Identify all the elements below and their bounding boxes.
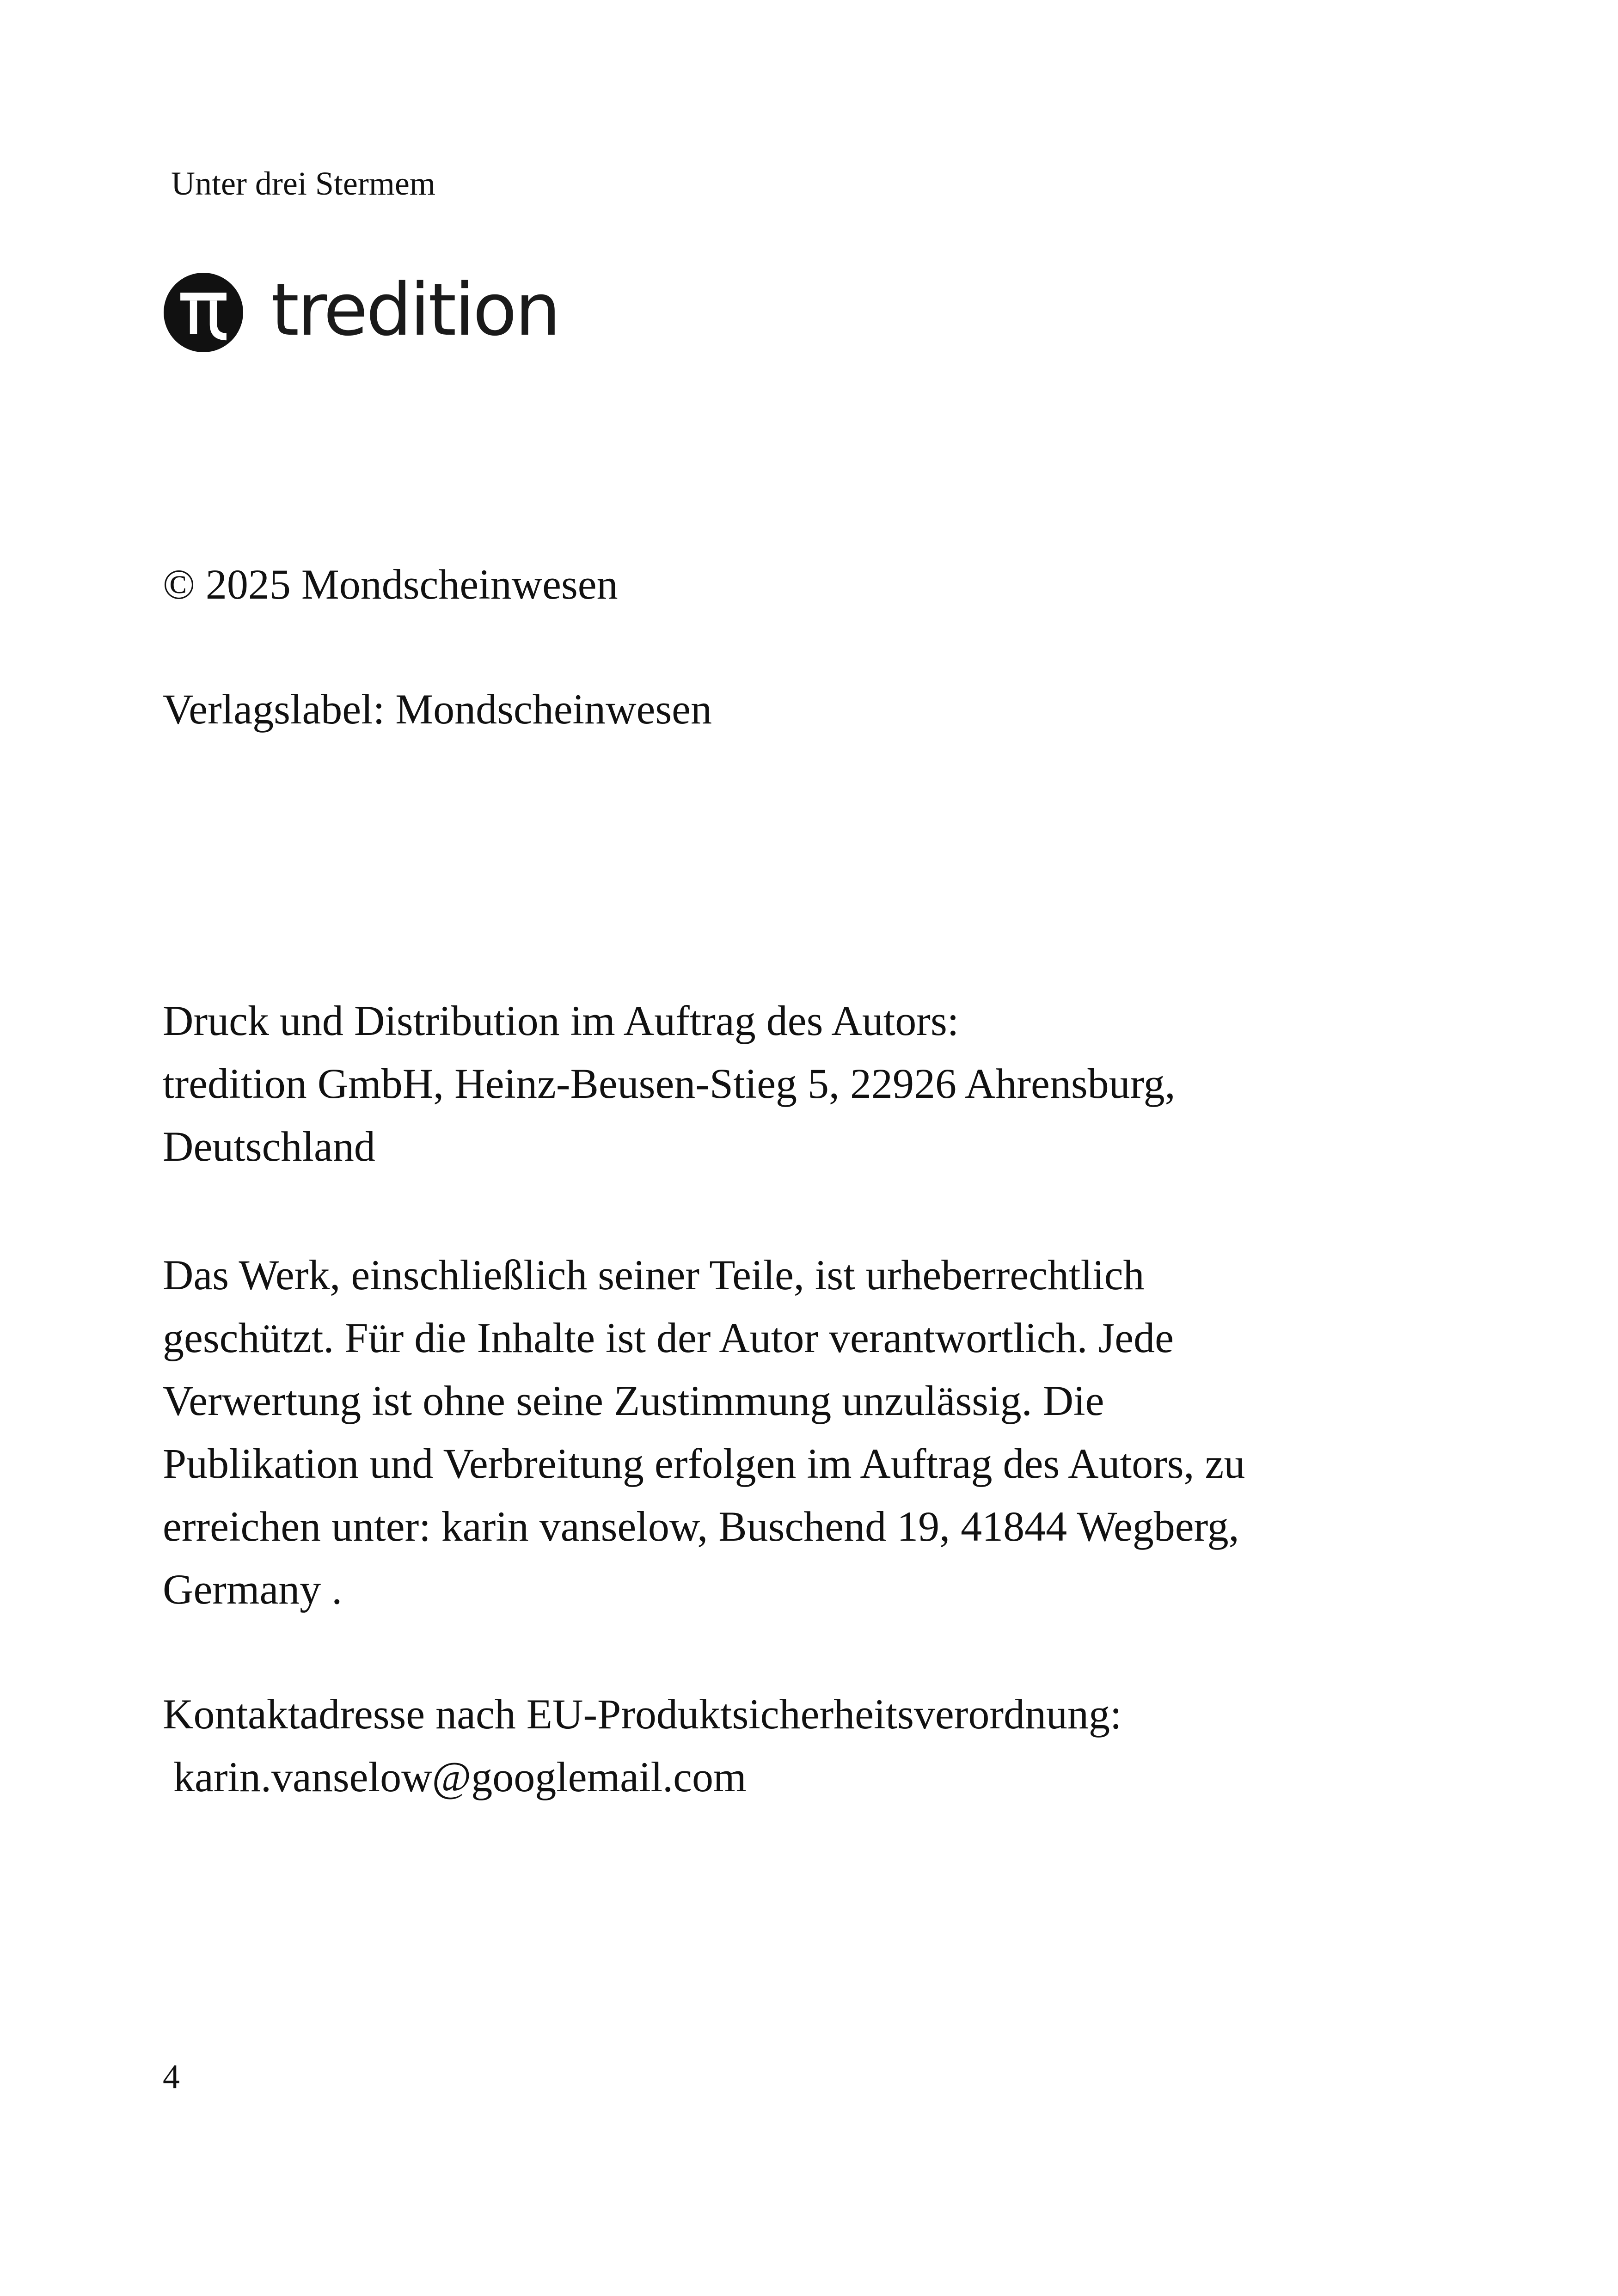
printing-distribution-notice: [163, 989, 1457, 1178]
rights-notice: [163, 1243, 1457, 1621]
copyright-notice: © 2025 Mondscheinwesen: [163, 561, 618, 608]
text-line: Das Werk, einschließlich seiner Teile, ist urheberrechtlich: [163, 1251, 1145, 1298]
text-line: Druck und Distribution im Auftrag des Autors:: [163, 997, 959, 1044]
publisher-logo: [164, 268, 580, 361]
contact-notice: [163, 1683, 1457, 1808]
running-header: Unter drei Stermem: [171, 165, 435, 202]
tredition-logo-icon: [164, 273, 243, 352]
text-line: erreichen unter: karin vanselow, Buschend 19, 41844 Wegberg,: [163, 1503, 1239, 1550]
text-line: Kontaktadresse nach EU-Produktsicherheitsverordnung:: [163, 1690, 1122, 1738]
page-number: 4: [163, 2058, 180, 2096]
contact-email: karin.vanselow@googlemail.com: [163, 1753, 747, 1800]
text-line: Germany .: [163, 1566, 343, 1613]
text-line: tredition GmbH, Heinz-Beusen-Stieg 5, 22926 Ahrensburg,: [163, 1060, 1176, 1107]
text-line: Verwertung ist ohne seine Zustimmung unzulässig. Die: [163, 1377, 1104, 1424]
tredition-wordmark: tredition: [271, 268, 559, 352]
text-line: Deutschland: [163, 1123, 375, 1170]
text-line: geschützt. Für die Inhalte ist der Autor verantwortlich. Jede: [163, 1314, 1174, 1361]
publisher-label: Verlagslabel: Mondscheinwesen: [163, 686, 712, 733]
text-line: Publikation und Verbreitung erfolgen im Auftrag des Autors, zu: [163, 1440, 1245, 1487]
